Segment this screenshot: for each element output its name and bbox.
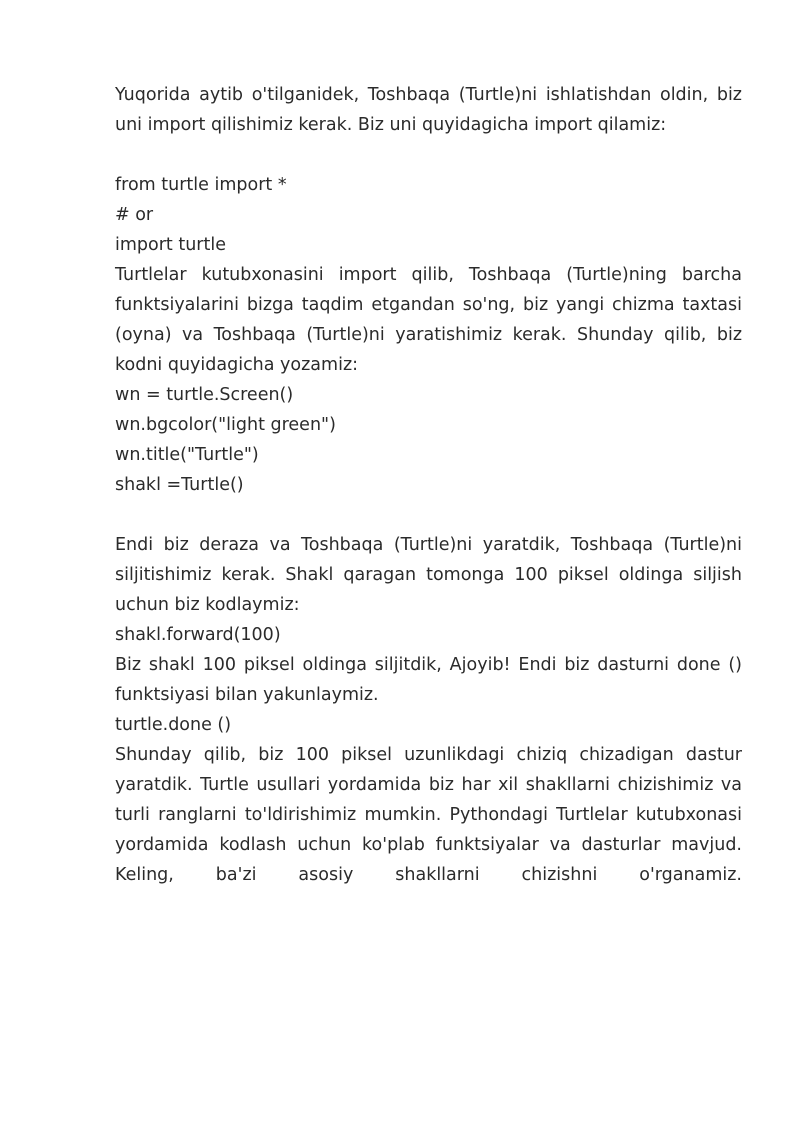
code-line-shakl: shakl =Turtle() bbox=[115, 475, 244, 495]
paragraph-after-import: Turtlelar kutubxonasini import qilib, Toshbaqa (Turtle)ning barcha funktsiyalarini bizga taqdim etgandan so'ng, biz yangi chizma taxtasi (oyna) va Toshbaqa (Turtle)ni yaratishimiz kerak. Shunday qilib, biz kodni quyidagicha yozamiz: bbox=[115, 265, 742, 375]
code-line-title: wn.title("Turtle") bbox=[115, 445, 259, 465]
code-line-import-star: from turtle import * bbox=[115, 175, 287, 195]
code-line-done: turtle.done () bbox=[115, 715, 232, 735]
paragraph-final: Shunday qilib, biz 100 piksel uzunlikdagi chiziq chizadigan dastur yaratdik. Turtle usullari yordamida biz har xil shakllarni chizishimiz va turli ranglarni to'ldirishimiz mumkin. Pythondagi Turtlelar kutubxonasi yordamida kodlash uchun ko'plab funktsiyalar va dasturlar mavjud. Keling, ba'zi asosiy shakllarni chizishni o'rganamiz. bbox=[115, 745, 742, 885]
paragraph-done: Biz shakl 100 piksel oldinga siljitdik, Ajoyib! Endi biz dasturni done () funktsiyasi bilan yakunlaymiz. bbox=[115, 655, 742, 705]
spacer bbox=[115, 140, 742, 170]
spacer bbox=[115, 500, 742, 530]
code-line-import-turtle: import turtle bbox=[115, 235, 226, 255]
code-line-screen: wn = turtle.Screen() bbox=[115, 385, 294, 405]
code-line-forward: shakl.forward(100) bbox=[115, 625, 281, 645]
intro-paragraph: Yuqorida aytib o'tilganidek, Toshbaqa (Turtle)ni ishlatishdan oldin, biz uni import qilishimiz kerak. Biz uni quyidagicha import qilamiz: bbox=[115, 85, 742, 135]
code-line-bgcolor: wn.bgcolor("light green") bbox=[115, 415, 336, 435]
document-body bbox=[115, 80, 742, 890]
code-line-comment: # or bbox=[115, 205, 154, 225]
paragraph-move: Endi biz deraza va Toshbaqa (Turtle)ni yaratdik, Toshbaqa (Turtle)ni siljitishimiz kerak. Shakl qaragan tomonga 100 piksel oldinga siljish uchun biz kodlaymiz: bbox=[115, 535, 742, 615]
